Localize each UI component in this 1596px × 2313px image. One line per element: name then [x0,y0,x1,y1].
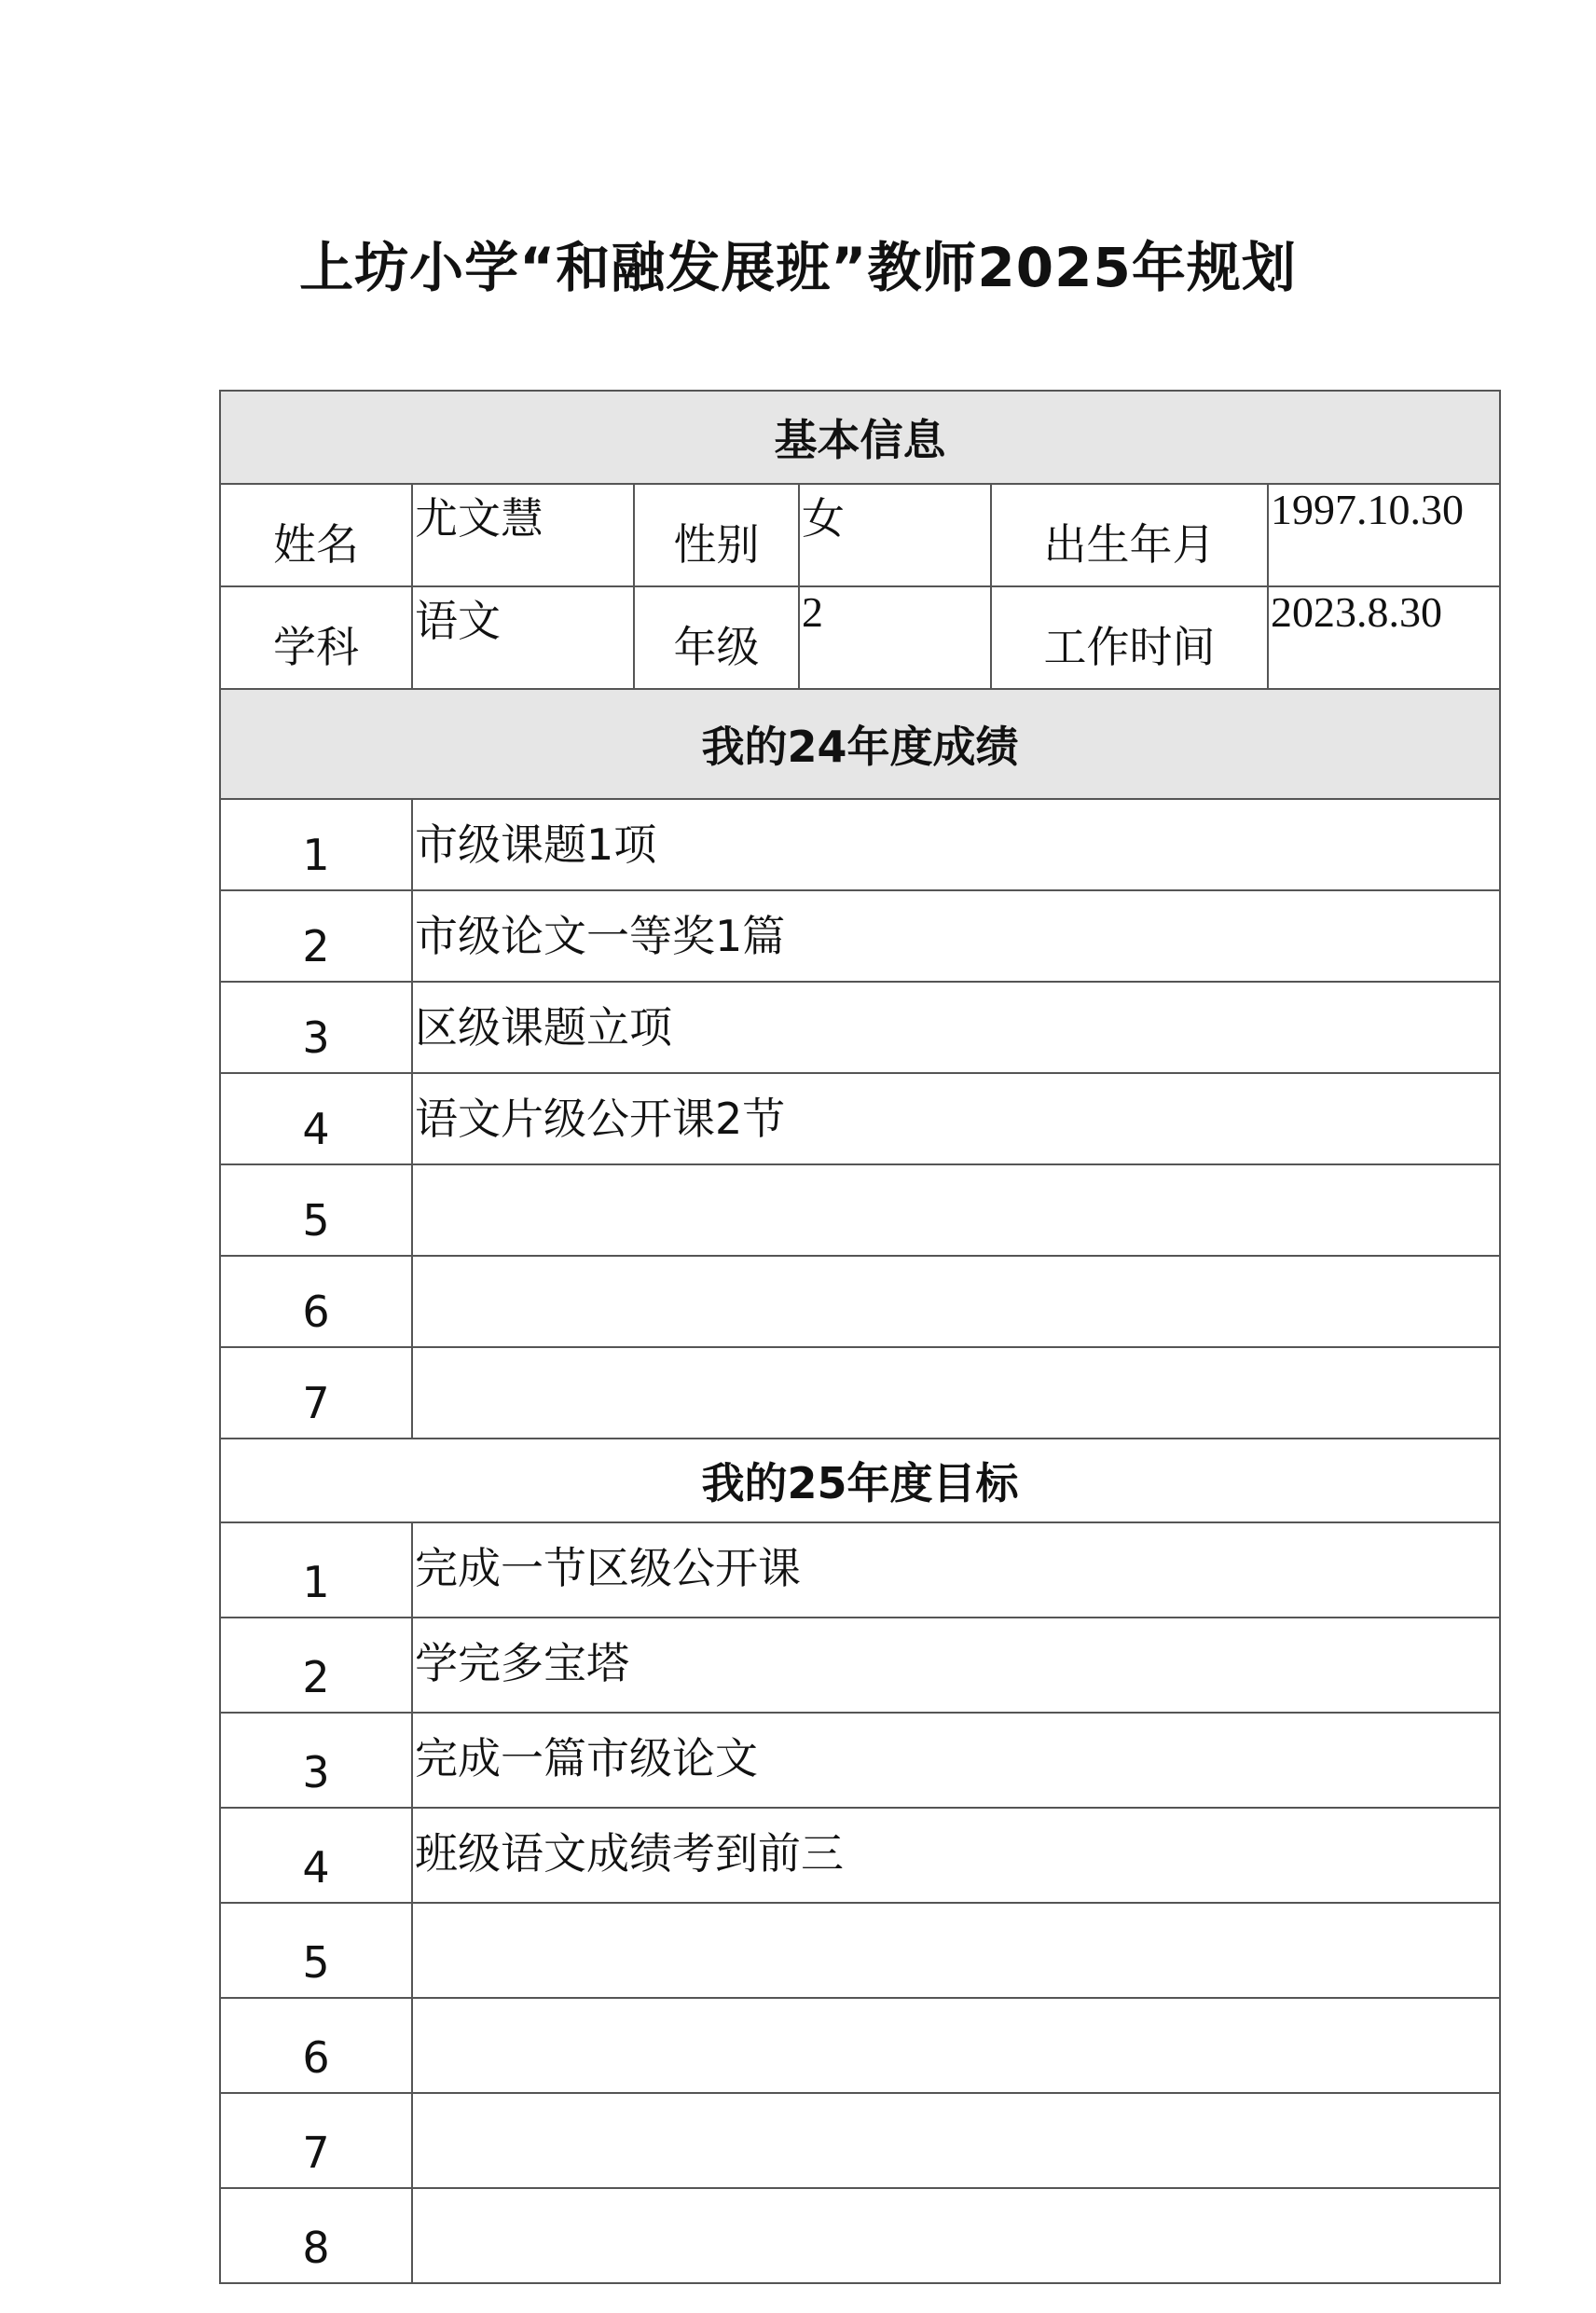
achievements-header: 我的24年度成绩 [220,689,1500,799]
info-row [220,484,1500,586]
grade-label: 年级 [634,586,799,689]
goal-row [220,2188,1500,2283]
grade-value: 2 [799,586,991,689]
achievement-text: 市级论文一等奖1篇 [412,890,1500,982]
goal-number: 7 [220,2093,412,2188]
name-value: 尤文慧 [412,484,634,586]
achievement-text: 市级课题1项 [412,799,1500,890]
goal-number: 4 [220,1808,412,1903]
achievement-text [412,1256,1500,1347]
goal-number: 2 [220,1618,412,1713]
goal-number: 6 [220,1998,412,2093]
achievement-text: 区级课题立项 [412,982,1500,1073]
achievement-row [220,1073,1500,1164]
achievement-text: 语文片级公开课2节 [412,1073,1500,1164]
goal-number: 5 [220,1903,412,1998]
goal-row [220,2093,1500,2188]
goal-row [220,1903,1500,1998]
gender-value: 女 [799,484,991,586]
achievement-number: 5 [220,1164,412,1256]
goal-number: 8 [220,2188,412,2283]
achievement-number: 1 [220,799,412,890]
goal-text [412,2188,1500,2283]
subject-value: 语文 [412,586,634,689]
gender-label: 性别 [634,484,799,586]
goal-row [220,1522,1500,1618]
birth-label: 出生年月 [991,484,1268,586]
work-time-value: 2023.8.30 [1268,586,1500,689]
goal-number: 3 [220,1713,412,1808]
goal-text: 完成一节区级公开课 [412,1522,1500,1618]
goal-text: 完成一篇市级论文 [412,1713,1500,1808]
goal-row [220,1618,1500,1713]
goal-text [412,1998,1500,2093]
goal-row [220,1998,1500,2093]
name-label: 姓名 [220,484,412,586]
achievement-text [412,1347,1500,1439]
achievement-row [220,1164,1500,1256]
goal-text: 班级语文成绩考到前三 [412,1808,1500,1903]
achievement-row [220,982,1500,1073]
achievement-number: 3 [220,982,412,1073]
subject-label: 学科 [220,586,412,689]
goal-text [412,1903,1500,1998]
achievement-number: 7 [220,1347,412,1439]
goals-header: 我的25年度目标 [220,1439,1500,1522]
goal-row [220,1808,1500,1903]
plan-table [219,390,1501,2284]
achievement-number: 4 [220,1073,412,1164]
achievement-row [220,890,1500,982]
achievement-number: 2 [220,890,412,982]
goal-text [412,2093,1500,2188]
achievement-text [412,1164,1500,1256]
page-title: 上坊小学“和融发展班”教师2025年规划 [299,236,1297,299]
achievement-number: 6 [220,1256,412,1347]
goal-row [220,1713,1500,1808]
info-row [220,586,1500,689]
achievement-row [220,1347,1500,1439]
work-time-label: 工作时间 [991,586,1268,689]
achievement-row [220,799,1500,890]
achievement-row [220,1256,1500,1347]
birth-value: 1997.10.30 [1268,484,1500,586]
goal-text: 学完多宝塔 [412,1618,1500,1713]
basic-info-header: 基本信息 [220,391,1500,484]
goal-number: 1 [220,1522,412,1618]
